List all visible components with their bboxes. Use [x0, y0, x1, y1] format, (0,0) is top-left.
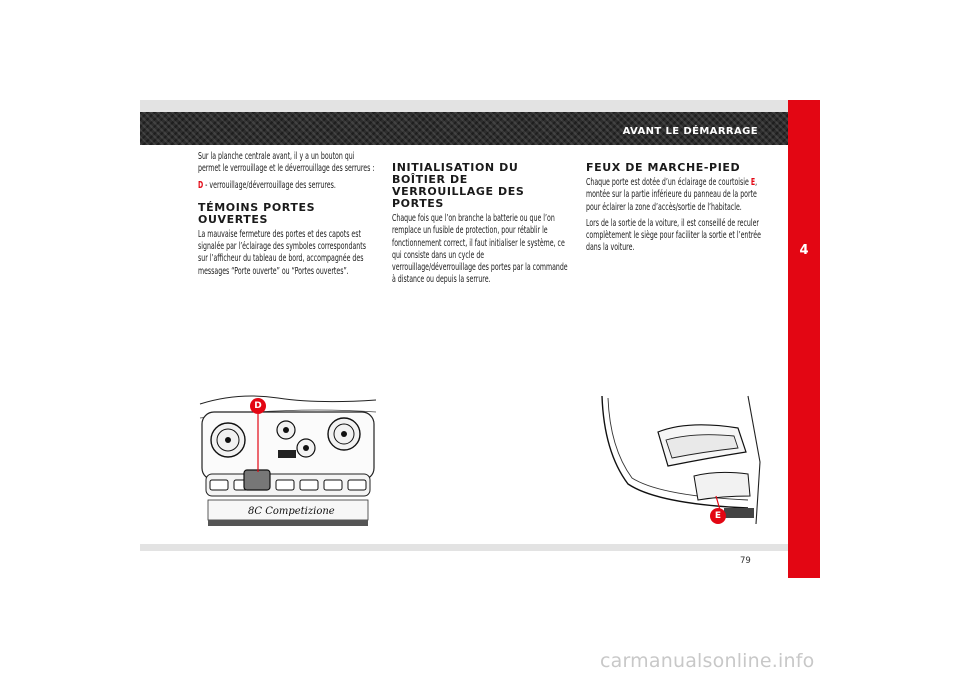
- init-heading: INITIALISATION DU BOÎTIER DE VERROUILLAGE DES PORTES: [392, 161, 525, 210]
- door-callout-e: E: [710, 508, 726, 524]
- top-gray-band: [140, 100, 788, 112]
- lock-item-text: - verrouillage/déverrouillage des serrures.: [203, 179, 336, 191]
- right-column: [586, 162, 764, 259]
- chapter-tab: [788, 100, 820, 578]
- section-title: AVANT LE DÉMARRAGE: [622, 126, 758, 137]
- watermark: carmanualsonline.info: [600, 650, 815, 672]
- courtesy-light-heading: FEUX DE MARCHE-PIED: [586, 161, 741, 174]
- console-badge-text: 8C Competizione: [248, 506, 335, 517]
- console-illustration: [198, 392, 378, 527]
- lock-item: [198, 180, 376, 192]
- door-figure: [598, 392, 764, 527]
- chapter-number: 4: [799, 243, 809, 258]
- header-band: [140, 112, 788, 145]
- middle-column: [392, 162, 570, 291]
- init-paragraph: Chaque fois que l’on branche la batterie ou que l’on remplace un fusible de protection, pour rétablir le fonctionnement correct, il faut initialiser le système, ce qui consiste dans un cycle de verrouillage/déverrouillage des portes par la commande à distance ou depuis la serrure.: [392, 213, 568, 286]
- door-warning-heading: TÉMOINS PORTES OUVERTES: [198, 200, 316, 226]
- exit-advice-paragraph: Lors de la sortie de la voiture, il est conseillé de reculer complètement le siège pour faciliter la sortie et l’entrée dans la voiture.: [586, 217, 761, 254]
- door-warning-paragraph: La mauvaise fermeture des portes et des capots est signalée par l’éclairage des symboles correspondants sur l’afficheur du tableau de bord, accompagnée des messages “Porte ouverte” ou “Portes ouvertes”.: [198, 228, 366, 277]
- courtesy-light-letter: E: [750, 177, 756, 188]
- courtesy-light-paragraph: Chaque porte est dotée d’un éclairage de courtoisie E, montée sur la partie inférieure du panneau de la porte pour éclairer la zone d’accès/sortie de l’habitacle.: [586, 177, 758, 213]
- door-illustration: [598, 392, 764, 527]
- console-figure: [198, 392, 378, 527]
- page-number: 79: [740, 556, 751, 566]
- left-column: [198, 151, 376, 282]
- bottom-gray-band: [140, 544, 788, 551]
- lock-item-letter: D: [198, 179, 204, 191]
- intro-paragraph: Sur la planche centrale avant, il y a un bouton qui permet le verrouillage et le déverrouillage des serrures :: [198, 151, 375, 175]
- console-callout-d: D: [250, 398, 266, 414]
